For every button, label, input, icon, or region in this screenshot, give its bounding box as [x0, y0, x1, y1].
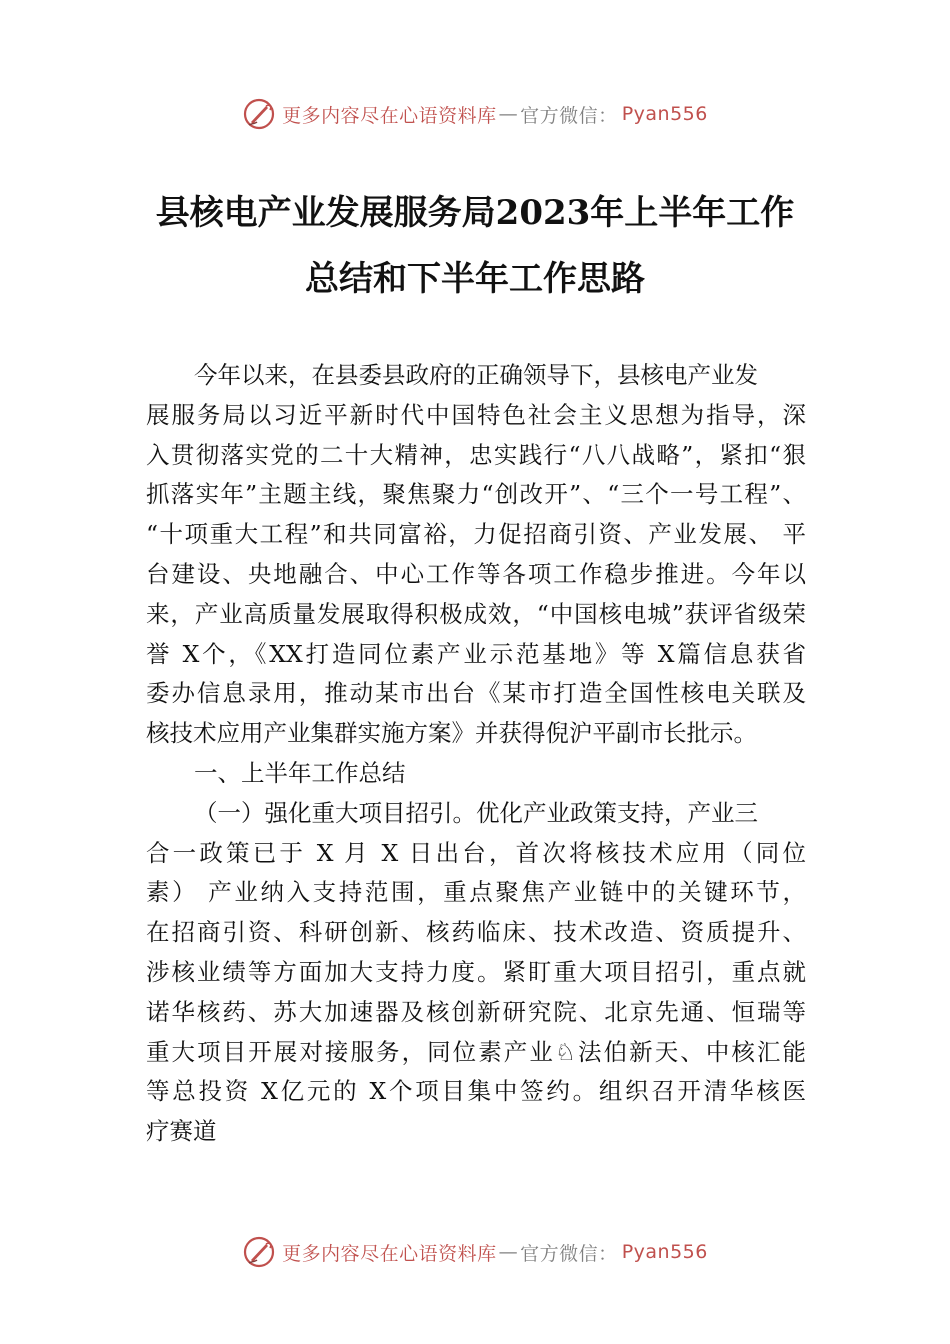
body-line: 展服务局以习近平新时代中国特色社会主义思想为指导，深	[146, 400, 806, 429]
body-line: 入贯彻落实党的二十大精神，忠实践行“八八战略”，紧扣“狠	[146, 440, 806, 469]
title-line-2: 总结和下半年工作思路	[305, 259, 645, 299]
body-line: 在招商引资、科研创新、核药临床、技术改造、资质提升、	[146, 918, 806, 947]
body-line: “十项重大工程”和共同富裕，力促招商引资、产业发展、 平	[146, 520, 806, 549]
body-line: 核技术应用产业集群实施方案》并获得倪沪平副市长批示。	[146, 719, 757, 748]
body-line: 等总投资 X亿元的 X个项目集中签约。组织召开清华核医	[146, 1077, 806, 1106]
body-line: 抓落实年”主题主线，聚焦聚力“创改开”、“三个一号工程”、	[146, 480, 806, 509]
watermark-label: 官方微信：	[520, 104, 618, 127]
body-line: 委办信息录用，推动某市出台《某市打造全国性核电关联及	[146, 679, 806, 708]
body-line: 誉 X个，《XX打造同位素产业示范基地》等 X篇信息获省	[146, 639, 806, 668]
watermark-brand-text: 更多内容尽在心语资料库	[282, 104, 497, 127]
document-title	[100, 180, 850, 312]
body-line: 来，产业高质量发展取得积极成效，“中国核电城”获评省级荣	[146, 599, 806, 628]
document-body	[146, 356, 806, 1152]
section-heading: 一、上半年工作总结	[194, 758, 406, 787]
body-line: 涉核业绩等方面加大支持力度。紧盯重大项目招引，重点就	[146, 957, 806, 986]
body-line: 合一政策已于 X 月 X 日出台，首次将核技术应用（同位	[146, 838, 806, 867]
header-watermark	[0, 94, 950, 134]
body-line: 素） 产业纳入支持范围，重点聚焦产业链中的关键环节，	[146, 878, 806, 907]
watermark-separator: —	[498, 1241, 519, 1263]
quill-pen-logo-icon	[242, 1235, 276, 1269]
body-line: 重大项目开展对接服务，同位素产业♘法伯新天、中核汇能	[146, 1037, 806, 1066]
body-line: 疗赛道	[146, 1117, 217, 1146]
footer-watermark	[0, 1232, 950, 1272]
body-line: 诺华核药、苏大加速器及核创新研究院、北京先通、恒瑞等	[146, 997, 806, 1026]
watermark-handle: Pyan556	[621, 103, 708, 125]
title-line-1: 县核电产业发展服务局2023年上半年工作	[155, 193, 795, 233]
watermark-brand-text: 更多内容尽在心语资料库	[282, 1242, 497, 1265]
body-line: 台建设、央地融合、中心工作等各项工作稳步推进。今年以	[146, 559, 806, 588]
quill-pen-logo-icon	[242, 97, 276, 131]
watermark-handle: Pyan556	[621, 1241, 708, 1263]
body-line: 今年以来，在县委县政府的正确领导下，县核电产业发	[194, 361, 758, 389]
body-line: （一）强化重大项目招引。优化产业政策支持，产业三	[194, 798, 758, 827]
watermark-label: 官方微信：	[520, 1242, 618, 1265]
watermark-separator: —	[498, 103, 519, 125]
